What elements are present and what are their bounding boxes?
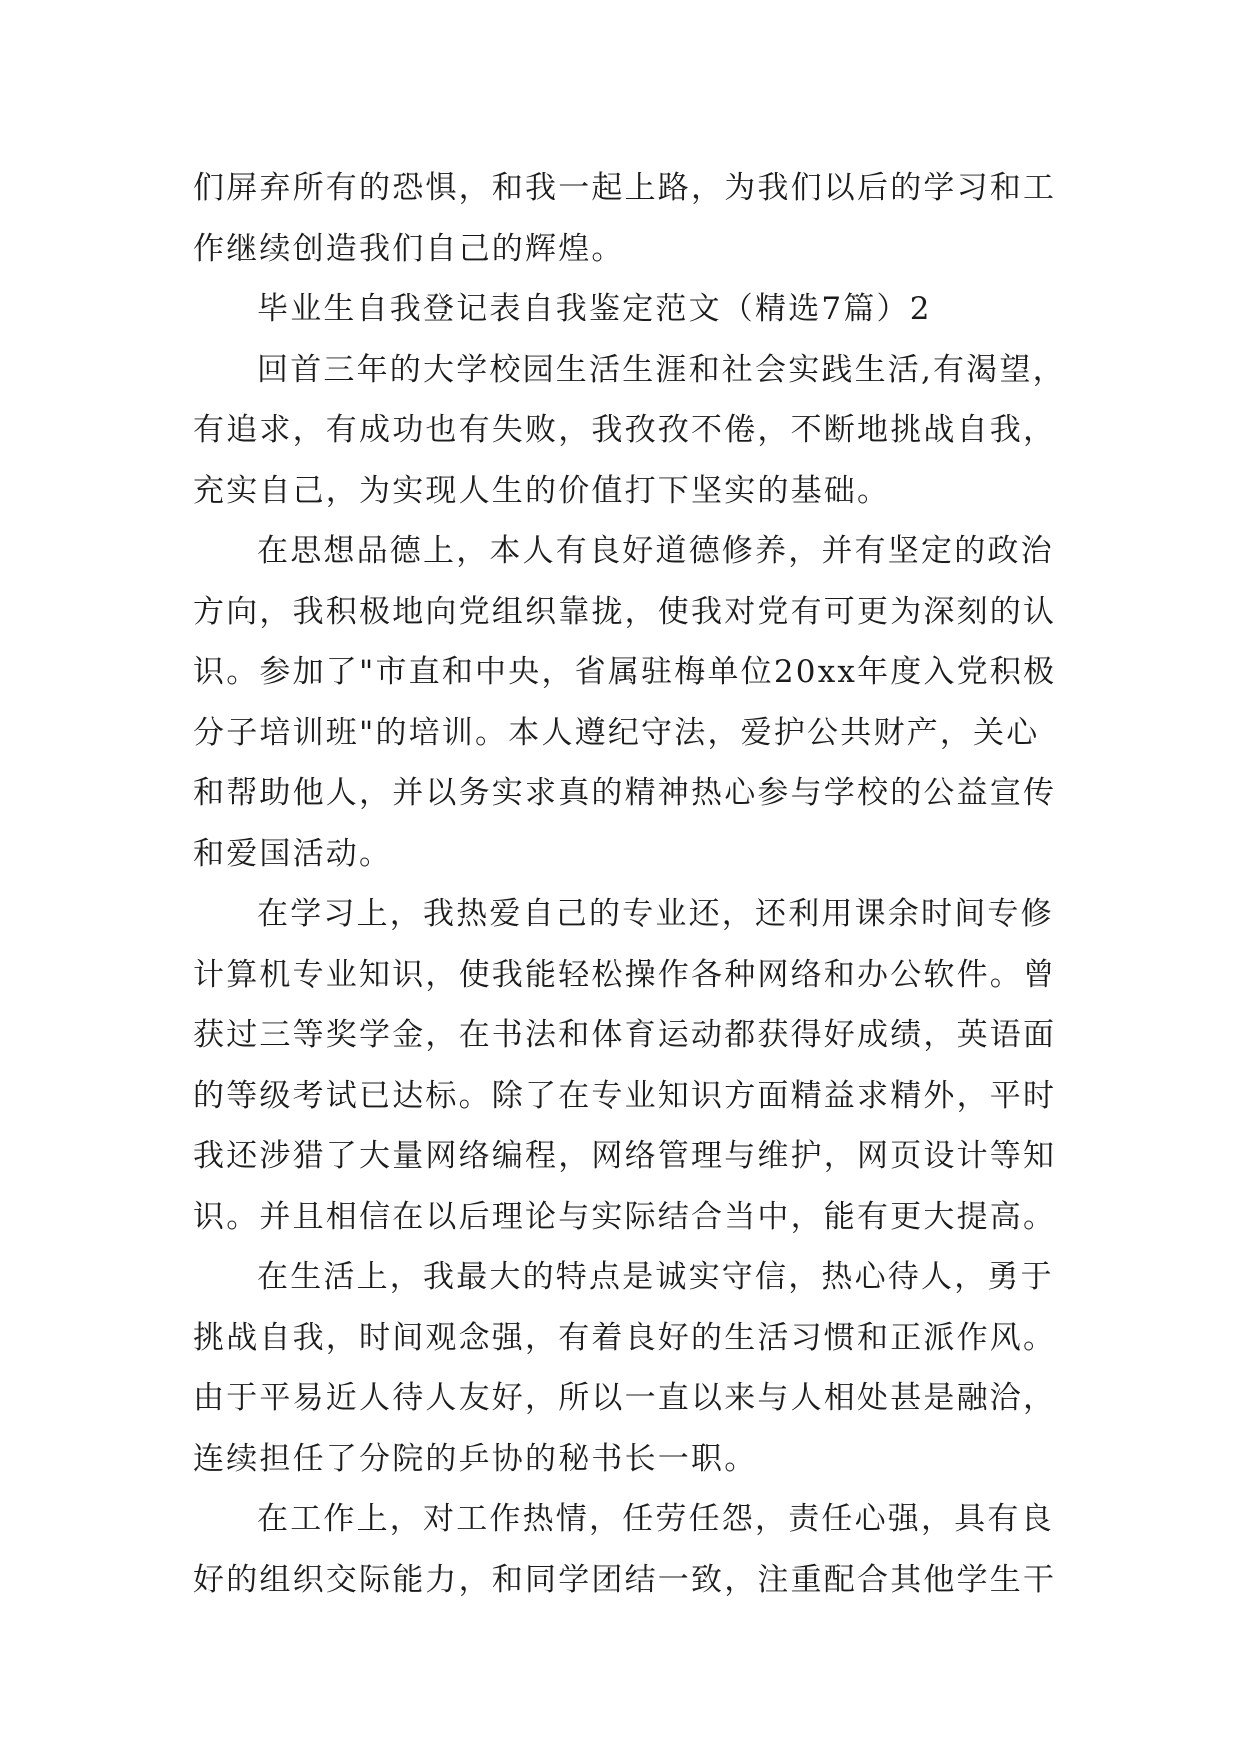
text-line: 充实自己，为实现人生的价值打下坚实的基础。	[193, 472, 891, 509]
text-line: 好的组织交际能力，和同学团结一致，注重配合其他学生干	[193, 1561, 1057, 1598]
text-line: 的等级考试已达标。除了在专业知识方面精益求精外，平时	[193, 1077, 1057, 1114]
text-line: 挑战自我，时间观念强，有着良好的生活习惯和正派作风。	[193, 1319, 1057, 1356]
text-line: 毕业生自我登记表自我鉴定范文（精选7篇）2	[257, 291, 932, 327]
text-line: 在生活上，我最大的特点是诚实守信，热心待人，勇于	[257, 1259, 1054, 1295]
text-line: 获过三等奖学金，在书法和体育运动都获得好成绩，英语面	[193, 1017, 1057, 1053]
text-line: 有追求，有成功也有失败，我孜孜不倦，不断地挑战自我，	[193, 412, 1057, 448]
text-line: 分子培训班"的培训。本人遵纪守法，爱护公共财产，关心	[193, 714, 1040, 751]
document-body	[193, 158, 1073, 1610]
text-line: 由于平易近人待人友好，所以一直以来与人相处甚是融洽，	[193, 1380, 1057, 1416]
text-line: 回首三年的大学校园生活生涯和社会实践生活,有渴望，	[257, 351, 1066, 388]
text-line: 们屏弃所有的恐惧，和我一起上路，为我们以后的学习和工	[193, 170, 1057, 206]
text-line: 识。参加了"市直和中央，省属驻梅单位20xx年度入党积极	[193, 654, 1057, 690]
text-line: 连续担任了分院的乒协的秘书长一职。	[193, 1440, 758, 1477]
text-line: 和爱国活动。	[193, 835, 393, 872]
text-line: 计算机专业知识，使我能轻松操作各种网络和办公软件。曾	[193, 956, 1057, 993]
text-line: 在工作上，对工作热情，任劳任怨，责任心强，具有良	[257, 1501, 1054, 1537]
text-line: 作继续创造我们自己的辉煌。	[193, 230, 625, 267]
text-line: 在思想品德上，本人有良好道德修养，并有坚定的政治	[257, 533, 1054, 569]
text-line: 在学习上，我热爱自己的专业还，还利用课余时间专修	[257, 896, 1054, 932]
text-line: 和帮助他人，并以务实求真的精神热心参与学校的公益宣传	[193, 775, 1057, 811]
text-line: 识。并且相信在以后理论与实际结合当中，能有更大提高。	[193, 1198, 1057, 1235]
text-line: 方向，我积极地向党组织靠拢，使我对党有可更为深刻的认	[193, 593, 1057, 630]
text-line: 我还涉猎了大量网络编程，网络管理与维护，网页设计等知	[193, 1138, 1057, 1174]
